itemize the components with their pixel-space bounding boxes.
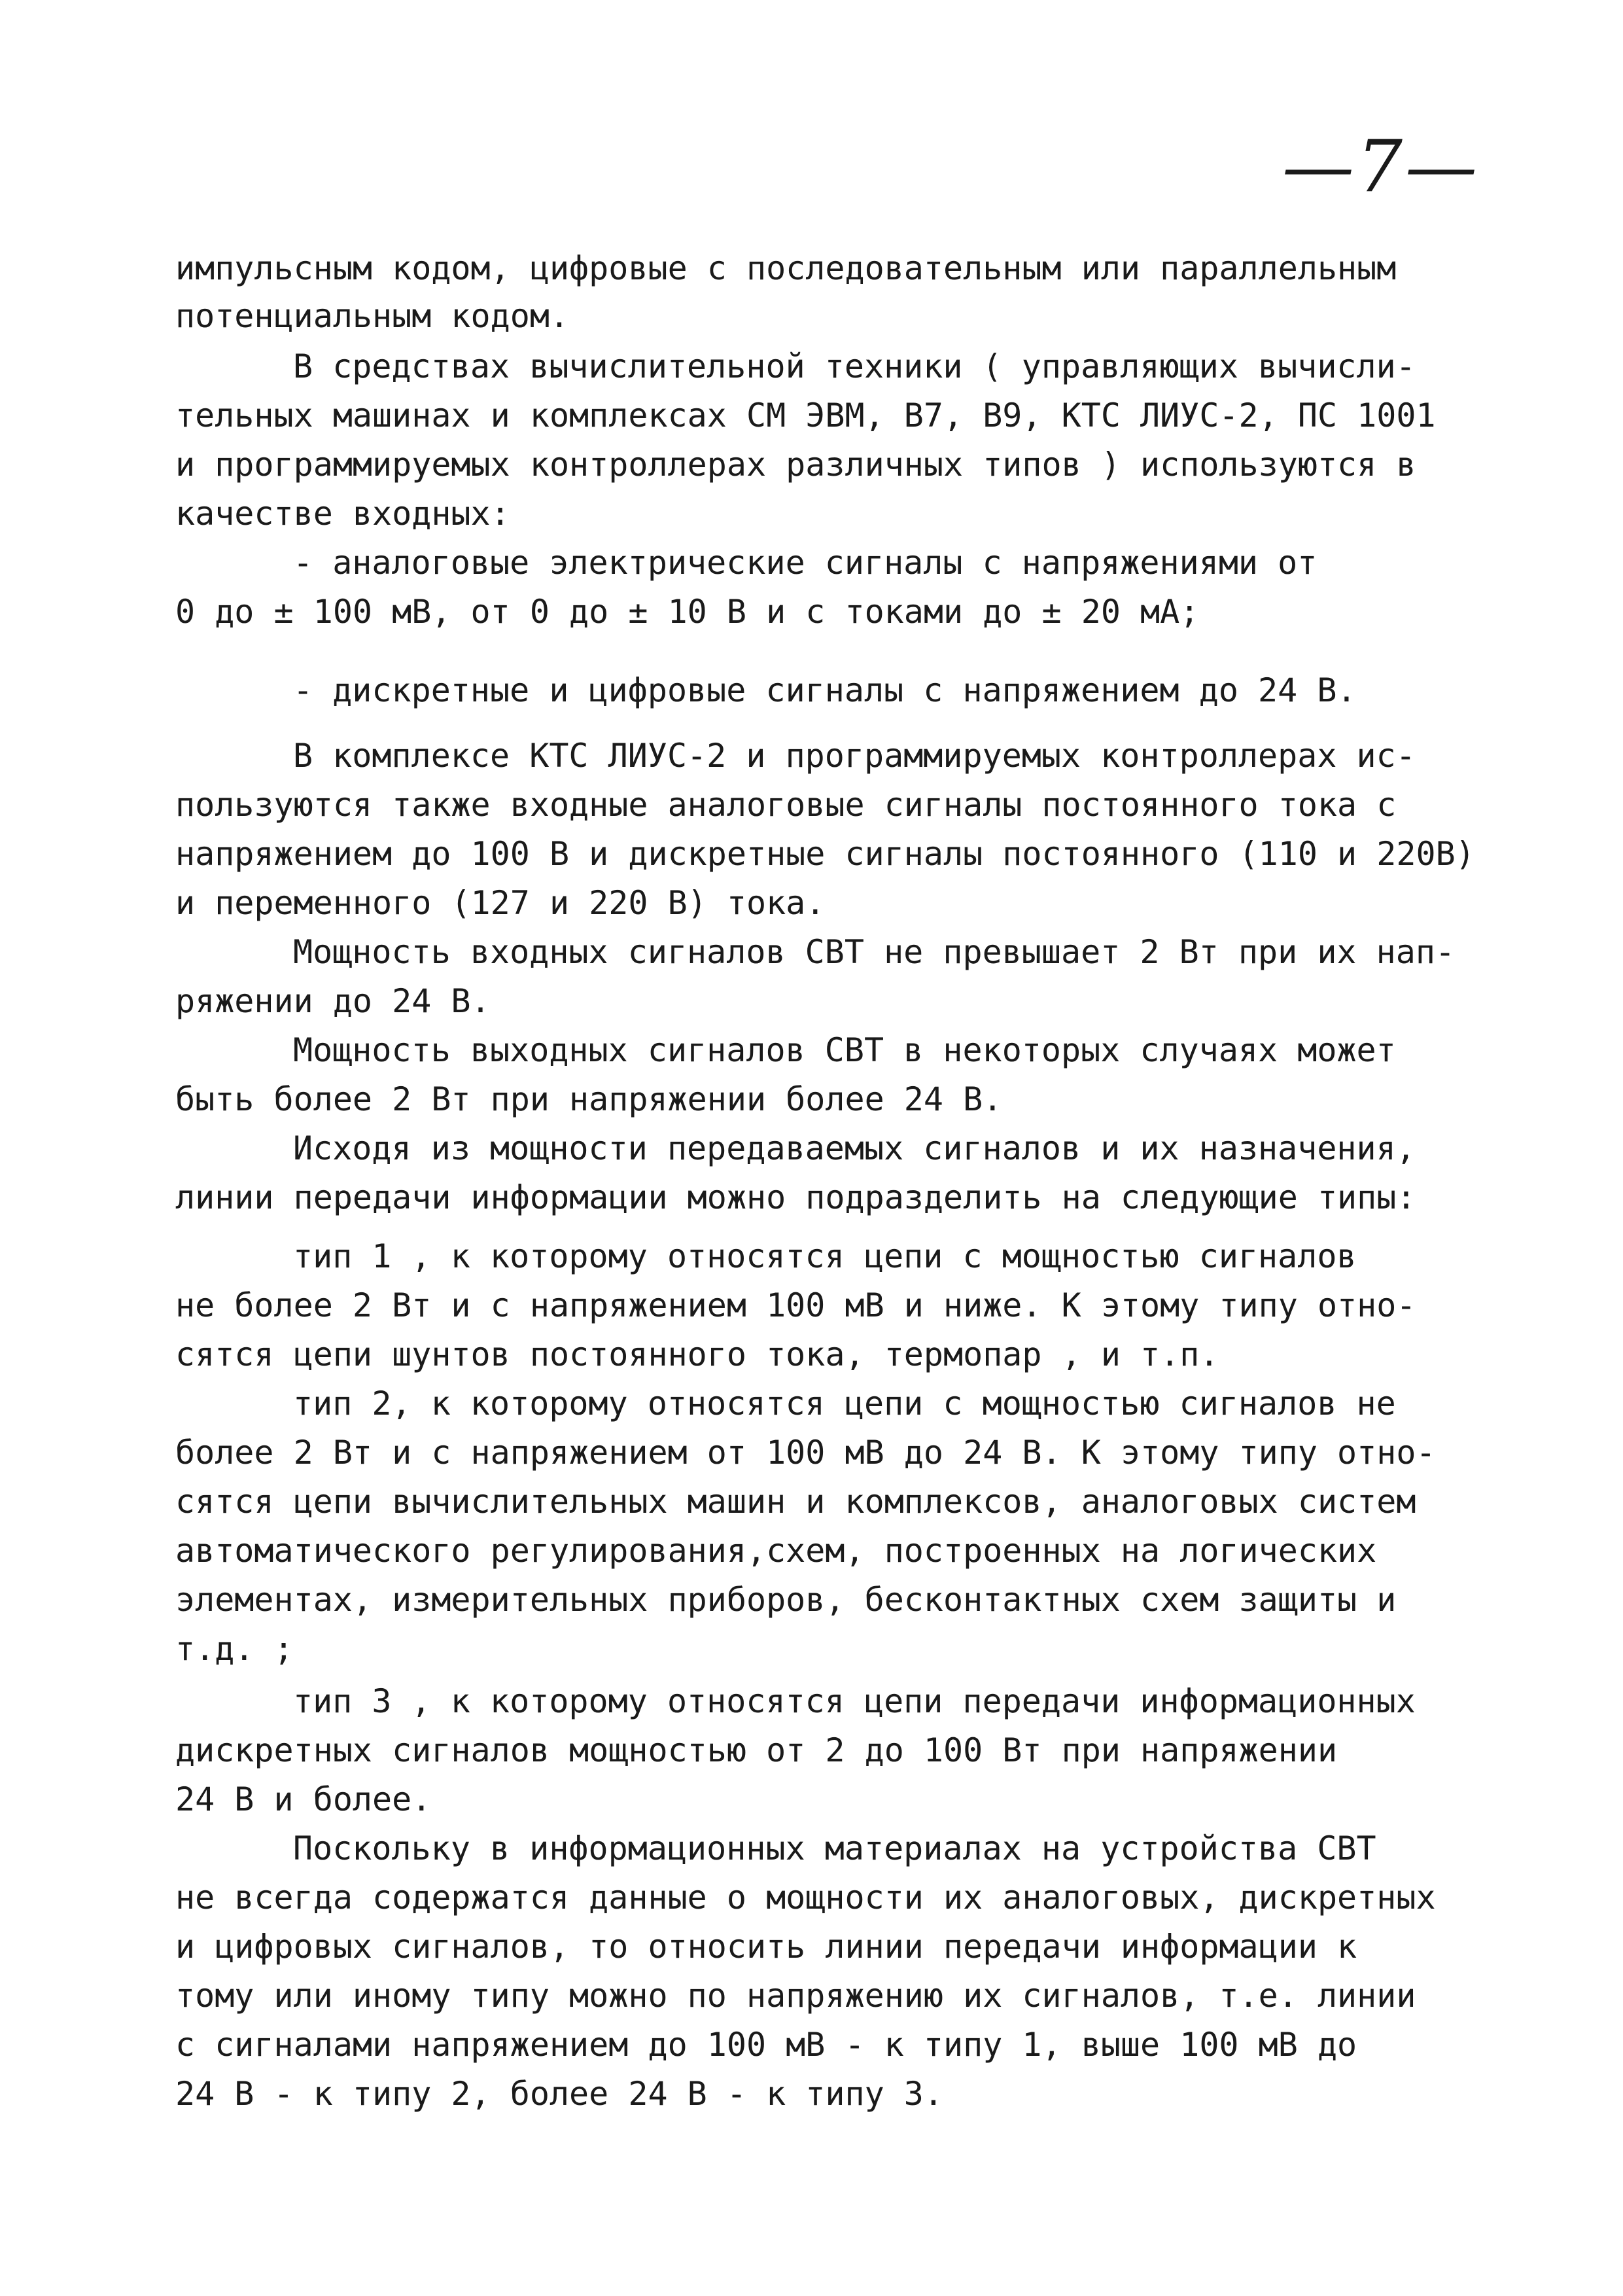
text-line: тельных машинах и комплексах СМ ЭВМ, В7, В9, КТС ЛИУС-2, ПС 1001 xyxy=(175,397,1436,434)
text-line: более 2 Вт и с напряжением от 100 мВ до 24 В. К этому типу отно- xyxy=(175,1434,1436,1472)
text-line: и переменного (127 и 220 В) тока. xyxy=(175,884,826,922)
text-line: 0 до ± 100 мВ, от 0 до ± 10 В и с токами до ± 20 мА; xyxy=(175,593,1200,631)
text-line: и цифровых сигналов, то относить линии передачи информации к xyxy=(175,1928,1357,1966)
text-line: 24 В и более. xyxy=(175,1780,432,1818)
text-line: т.д. ; xyxy=(175,1630,294,1668)
text-line: Поскольку в информационных материалах на устройства СВТ xyxy=(293,1829,1376,1867)
page-number: —7— xyxy=(1282,124,1480,208)
text-line: тип 1 , к которому относятся цепи с мощностью сигналов xyxy=(293,1237,1357,1275)
text-line: Исходя из мощности передаваемых сигналов и их назначения, xyxy=(293,1129,1416,1167)
text-line: Мощность выходных сигналов СВТ в некоторых случаях может xyxy=(293,1031,1396,1069)
text-line: - дискретные и цифровые сигналы с напряжением до 24 В. xyxy=(293,671,1357,709)
text-line: тип 2, к которому относятся цепи с мощностью сигналов не xyxy=(293,1385,1396,1422)
text-line: не всегда содержатся данные о мощности их аналоговых, дискретных xyxy=(175,1879,1436,1916)
text-line: тому или иному типу можно по напряжению их сигналов, т.е. линии xyxy=(175,1977,1416,2015)
text-line: ряжении до 24 В. xyxy=(175,982,491,1020)
text-line: линии передачи информации можно подразделить на следующие типы: xyxy=(175,1178,1416,1216)
text-line: импульсным кодом, цифровые с последовательным или параллельным xyxy=(175,249,1397,287)
text-line: автоматического регулирования,схем, построенных на логических xyxy=(175,1532,1377,1570)
text-line: напряжением до 100 В и дискретные сигналы постоянного (110 и 220В) xyxy=(175,835,1475,873)
text-line: элементах, измерительных приборов, бесконтактных схем защиты и xyxy=(175,1581,1397,1619)
text-line: и программируемых контроллерах различных типов ) используются в xyxy=(175,446,1416,484)
text-line: В средствах вычислительной техники ( управляющих вычисли- xyxy=(293,347,1416,385)
text-line: потенциальным кодом. xyxy=(175,297,570,335)
text-line: 24 В - к типу 2, более 24 В - к типу 3. xyxy=(175,2075,943,2113)
text-line: В комплексе КТС ЛИУС-2 и программируемых контроллерах ис- xyxy=(293,737,1416,775)
text-line: сятся цепи вычислительных машин и комплексов, аналоговых систем xyxy=(175,1483,1416,1521)
text-line: пользуются также входные аналоговые сигналы постоянного тока с xyxy=(175,786,1397,824)
text-line: тип 3 , к которому относятся цепи передачи информационных xyxy=(293,1682,1416,1720)
text-line: сятся цепи шунтов постоянного тока, термопар , и т.п. xyxy=(175,1335,1219,1373)
text-line: с сигналами напряжением до 100 мВ - к типу 1, выше 100 мВ до xyxy=(175,2026,1357,2064)
text-line: быть более 2 Вт при напряжении более 24 В. xyxy=(175,1080,1003,1118)
text-line: - аналоговые электрические сигналы с напряжениями от xyxy=(293,544,1318,582)
text-line: качестве входных: xyxy=(175,495,510,533)
text-line: не более 2 Вт и с напряжением 100 мВ и ниже. К этому типу отно- xyxy=(175,1286,1416,1324)
text-line: дискретных сигналов мощностью от 2 до 100 Вт при напряжении xyxy=(175,1731,1338,1769)
text-line: Мощность входных сигналов СВТ не превышает 2 Вт при их нап- xyxy=(293,933,1456,971)
